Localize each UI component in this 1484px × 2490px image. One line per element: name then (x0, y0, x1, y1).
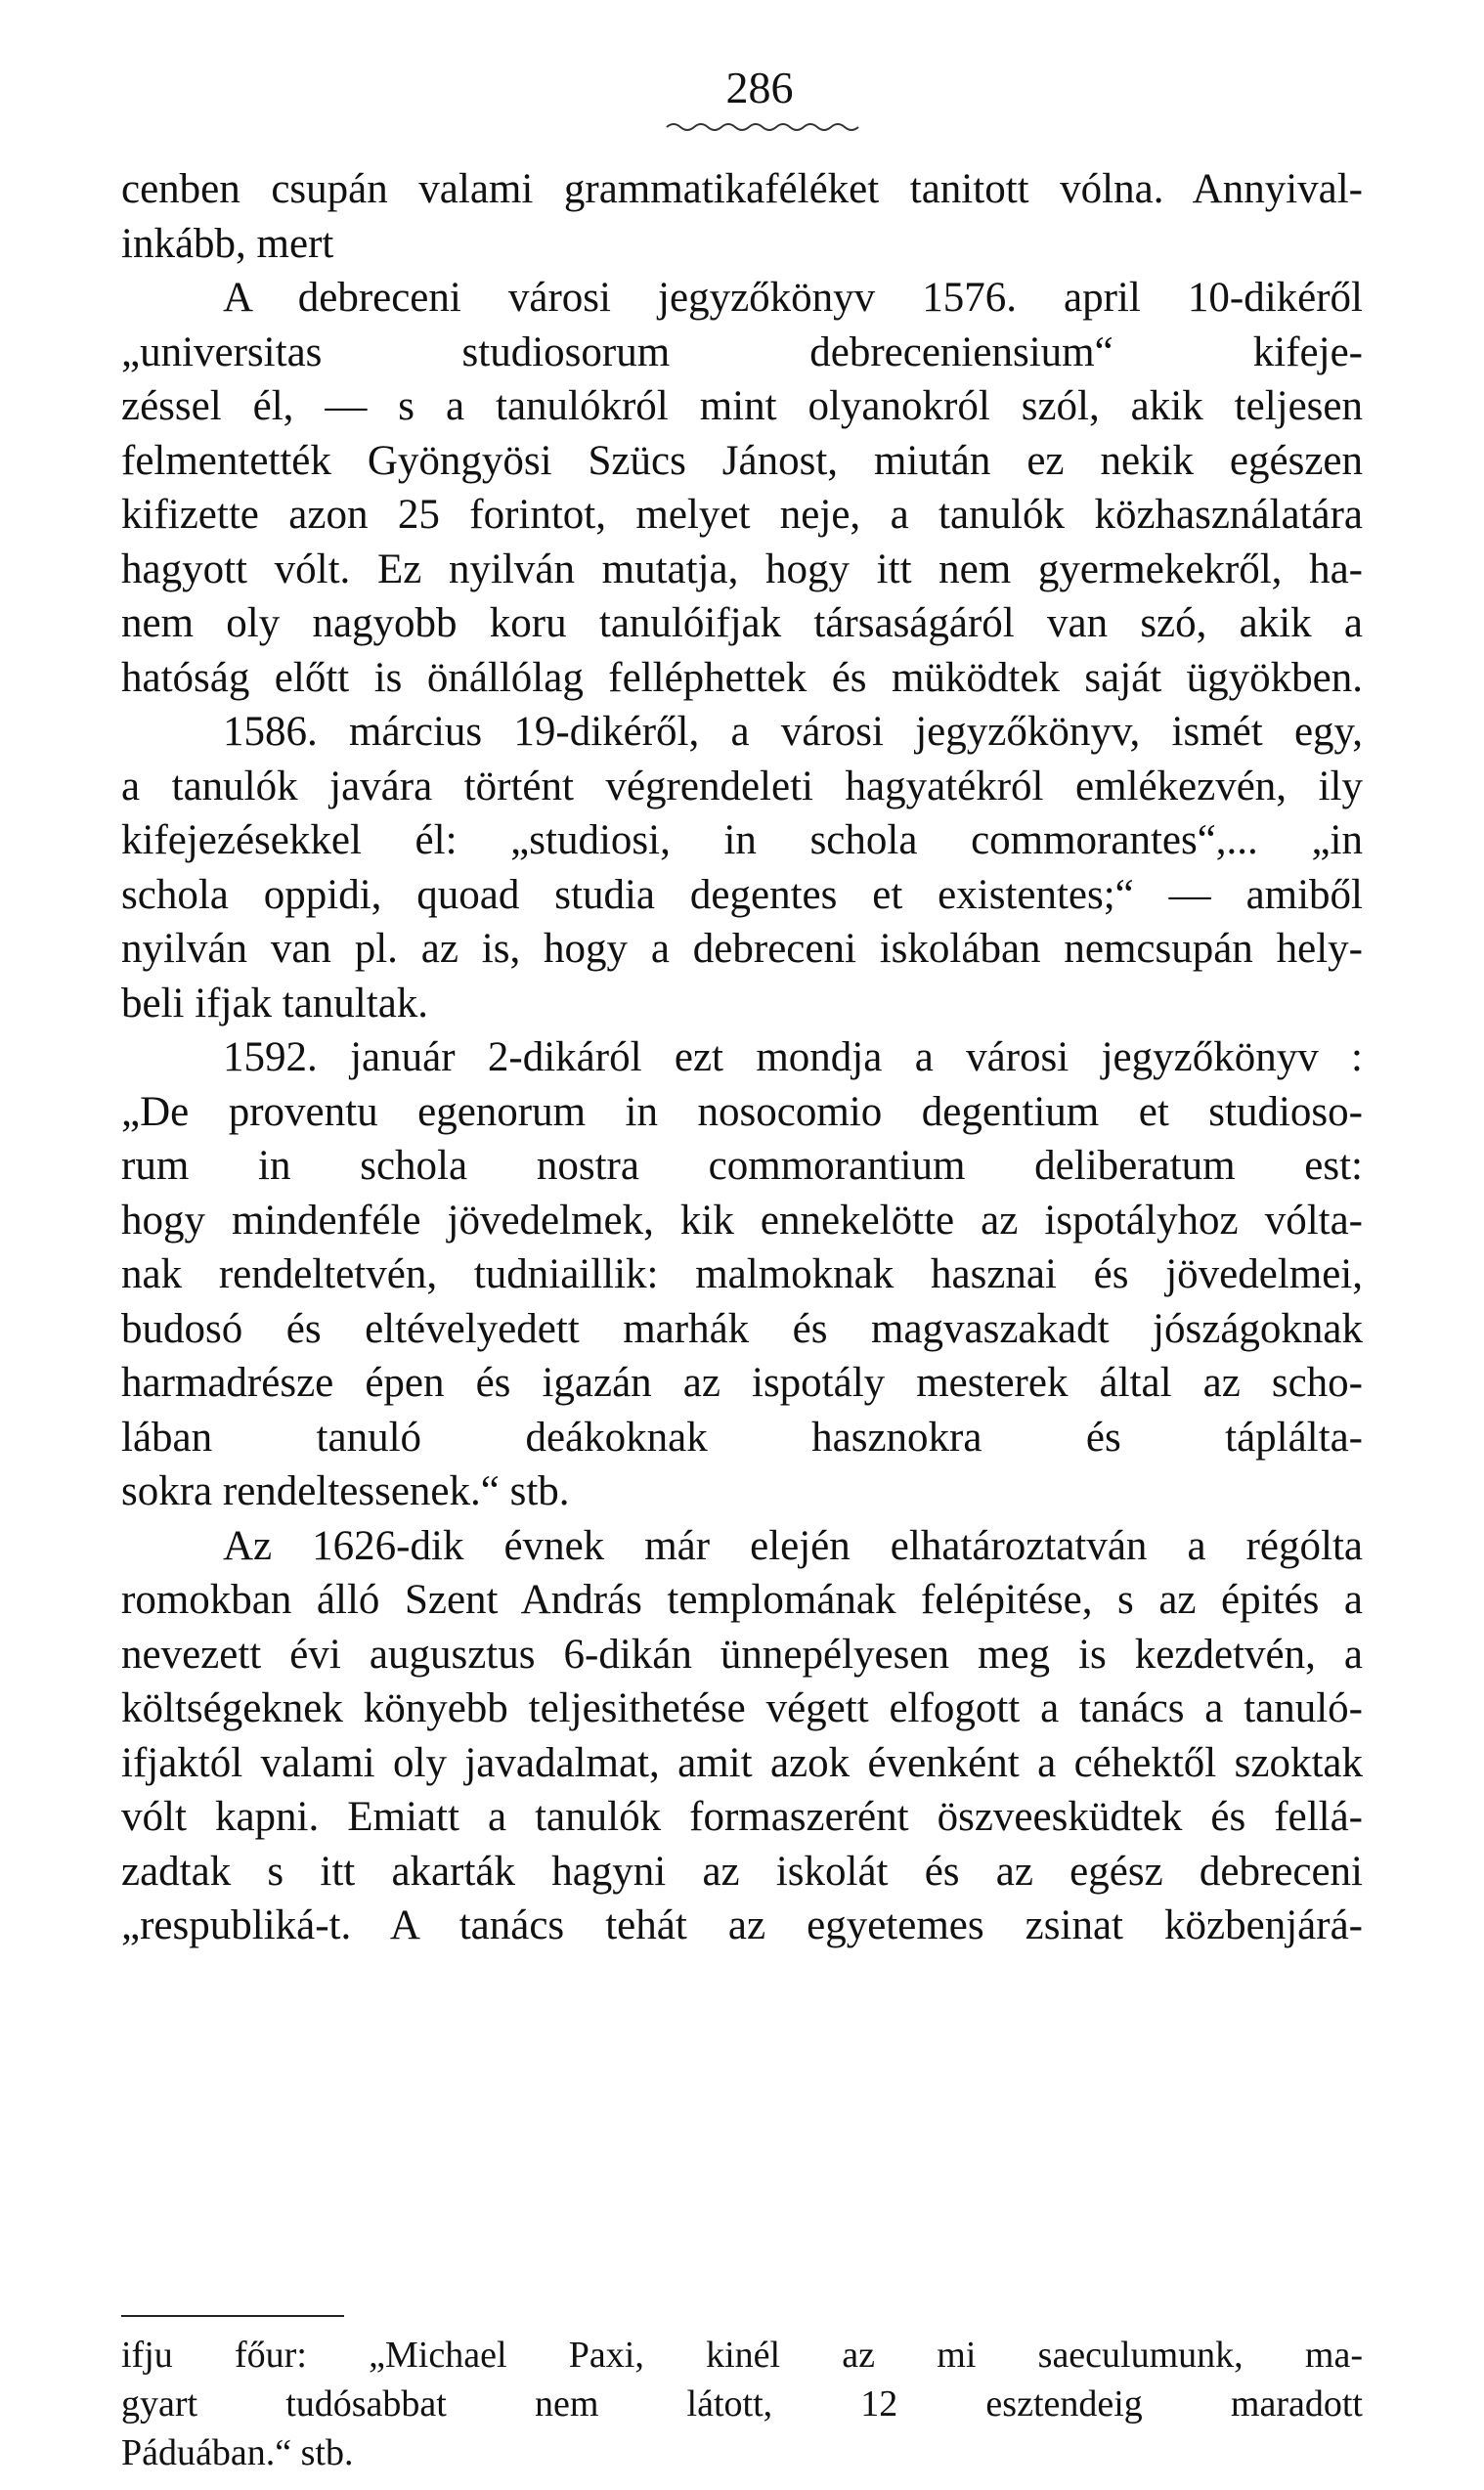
text-line: lában tanuló deákoknak hasznokra és táplálta- (121, 1414, 1363, 1461)
text-line: kifizette azon 25 forintot, melyet neje, a tanulók közhasználatára (121, 492, 1363, 538)
text-line: a tanulók javára történt végrendeleti hagyatékról emlékezvén, ily (121, 763, 1363, 809)
text-line: hogy mindenféle jövedelmek, kik ennekelötte az ispotályhoz vólta- (121, 1197, 1363, 1244)
text-line: zéssel él, — s a tanulókról mint olyanokról szól, akik teljesen (121, 383, 1363, 429)
body-text (121, 162, 1363, 1953)
footnote (121, 2331, 1363, 2477)
text-line: zadtak s itt akarták hagyni az iskolát és az egész debreceni (121, 1848, 1363, 1895)
text-line: hatóság előtt is önállólag felléphettek és müködtek saját ügyökben. (121, 654, 1363, 701)
text-line: A debreceni városi jegyzőkönyv 1576. april 10-dikéről (223, 275, 1363, 321)
text-line: inkább, mert (121, 220, 334, 267)
text-line: nem oly nagyobb koru tanulóifjak társaságáról van szó, akik a (121, 600, 1363, 646)
text-line: 1592. január 2-dikáról ezt mondja a városi jegyzőkönyv : (223, 1034, 1363, 1080)
text-line: rum in schola nostra commorantium deliberatum est: (121, 1143, 1363, 1189)
footnote-divider (121, 2315, 344, 2317)
wavy-rule-ornament (665, 119, 860, 135)
text-line: beli ifjak tanultak. (121, 980, 429, 1027)
text-line: ifjaktól valami oly javadalmat, amit azok évenként a céhektől szoktak (121, 1739, 1363, 1786)
footnote-line: gyart tudósabbat nem látott, 12 esztendeig maradott (121, 2383, 1363, 2424)
text-line: költségeknek könyebb teljesithetése végett elfogott a tanács a tanuló- (121, 1685, 1363, 1731)
footnote-line: ifju főur: „Michael Paxi, kinél az mi saeculumunk, ma- (121, 2335, 1363, 2376)
text-line: schola oppidi, quoad studia degentes et existentes;“ — amiből (121, 871, 1363, 918)
text-line: Az 1626-dik évnek már elején elhatároztatván a régólta (223, 1522, 1363, 1569)
text-line: budosó és eltévelyedett marhák és magvaszakadt jószágoknak (121, 1305, 1363, 1352)
text-line: sokra rendeltessenek.“ stb. (121, 1468, 570, 1514)
text-line: vólt kapni. Emiatt a tanulók formaszerént öszveesküdtek és fellá- (121, 1794, 1363, 1840)
text-line: „De proventu egenorum in nosocomio degentium et studioso- (121, 1088, 1363, 1135)
text-line: nyilván van pl. az is, hogy a debreceni iskolában nemcsupán hely- (121, 926, 1363, 972)
text-line: romokban álló Szent András templomának felépitése, s az épités a (121, 1577, 1363, 1623)
text-line: harmadrésze épen és igazán az ispotály mesterek által az scho- (121, 1360, 1363, 1406)
text-line: nak rendeltetvén, tudniaillik: malmoknak hasznai és jövedelmei, (121, 1251, 1363, 1297)
page-number: 286 (725, 63, 794, 112)
text-line: felmentették Gyöngyösi Szücs Jánost, miután ez nekik egészen (121, 437, 1363, 484)
text-line: 1586. március 19-dikéről, a városi jegyzőkönyv, ismét egy, (223, 709, 1363, 755)
text-line: „universitas studiosorum debreceniensium“ kifeje- (121, 328, 1363, 375)
footnote-line: Páduában.“ stb. (121, 2432, 354, 2473)
text-line: kifejezésekkel él: „studiosi, in schola commorantes“,... „in (121, 817, 1363, 863)
text-line: hagyott vólt. Ez nyilván mutatja, hogy itt nem gyermekekről, ha- (121, 546, 1363, 592)
text-line: cenben csupán valami grammatikaféléket tanitott vólna. Annyival- (121, 166, 1363, 212)
text-line: nevezett évi augusztus 6-dikán ünnepélyesen meg is kezdetvén, a (121, 1631, 1363, 1678)
text-line: „respubliká-t. A tanács tehát az egyetemes zsinat közbenjárá- (121, 1902, 1363, 1948)
